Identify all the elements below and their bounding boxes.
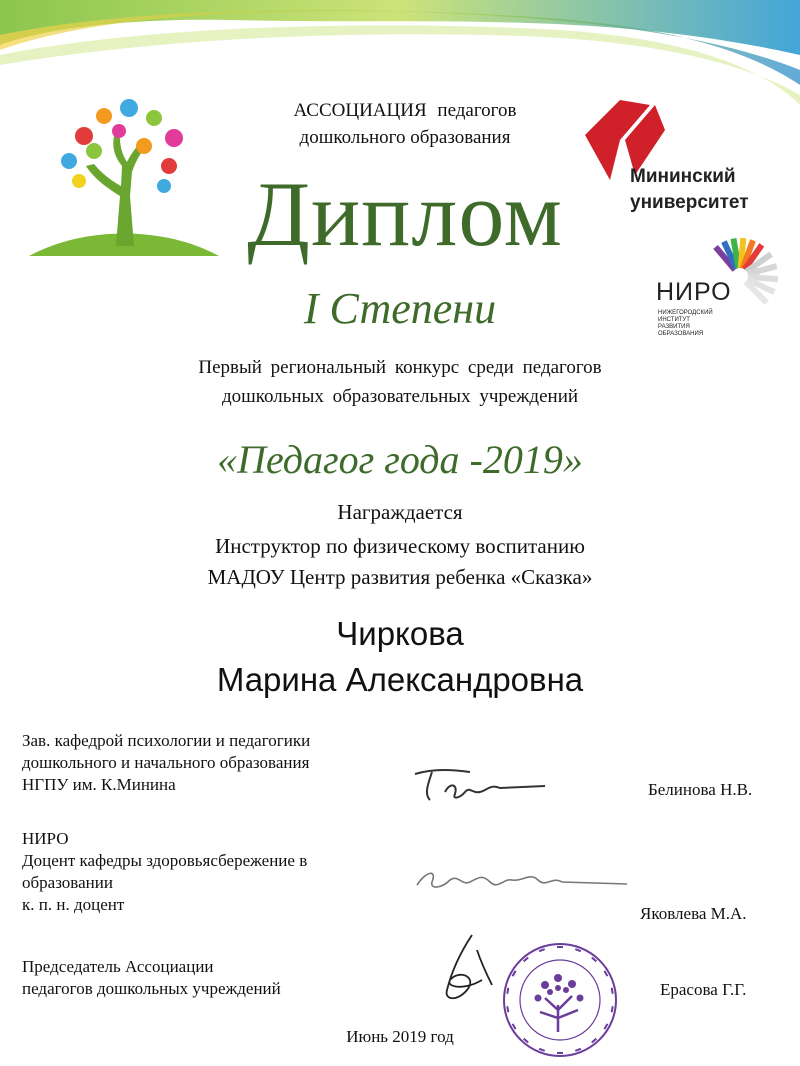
signatory-title-line: Доцент кафедры здоровьясбережение в <box>22 851 308 870</box>
signatory-1-name: Белинова Н.В. <box>648 780 753 799</box>
contest-description-line1: Первый региональный конкурс среди педагогов <box>198 357 602 378</box>
recipient-organization: МАДОУ Центр развития ребенка «Сказка» <box>207 565 593 589</box>
signatory-title-line: Зав. кафедрой психологии и педагогики <box>22 731 311 750</box>
signature-3 <box>432 930 502 1010</box>
contest-name: «Педагог года -2019» <box>217 437 583 482</box>
signatory-title-line: дошкольного и начального образования <box>22 753 310 772</box>
tree-of-hands-logo <box>24 86 224 266</box>
association-seal-stamp <box>500 940 620 1060</box>
diploma-degree: I Степени <box>303 284 497 333</box>
signatory-3-name: Ерасова Г.Г. <box>660 980 747 999</box>
niro-subtitle-line: ОБРАЗОВАНИЯ <box>658 331 704 337</box>
recipient-surname: Чиркова <box>336 615 464 652</box>
diploma-date: Июнь 2019 год <box>346 1027 454 1046</box>
signature-1 <box>410 762 550 812</box>
niro-subtitle-line: ИНСТИТУТ <box>658 317 690 323</box>
association-name-line2: дошкольного образования <box>299 127 511 148</box>
recipient-name-patronymic: Марина Александровна <box>216 661 584 698</box>
niro-logo-subtitle <box>658 310 748 338</box>
signatory-3-title <box>22 956 392 1000</box>
signatory-title-line: НИРО <box>22 829 69 848</box>
signatory-1-title <box>22 730 392 796</box>
association-name-line1: АССОЦИАЦИЯ педагогов <box>293 100 517 121</box>
signatory-2-title <box>22 828 392 916</box>
niro-logo-title: НИРО <box>656 278 732 306</box>
minin-logo-text-line2: университет <box>630 192 749 213</box>
contest-description-line2: дошкольных образовательных учреждений <box>221 386 579 407</box>
signatory-title-line: образовании <box>22 873 113 892</box>
minin-logo-text-line1: Мининский <box>630 166 736 187</box>
signature-2 <box>412 860 632 900</box>
signatory-title-line: к. п. н. доцент <box>22 895 125 914</box>
diploma-title: Диплом <box>247 163 563 265</box>
signatory-title-line: НГПУ им. К.Минина <box>22 775 176 794</box>
signatory-title-line: Председатель Ассоциации <box>22 957 214 976</box>
signatory-title-line: педагогов дошкольных учреждений <box>22 979 281 998</box>
awarded-label: Награждается <box>337 500 463 524</box>
signatory-2-name: Яковлева М.А. <box>640 904 747 923</box>
recipient-position: Инструктор по физическому воспитанию <box>215 534 585 558</box>
niro-subtitle-line: РАЗВИТИЯ <box>658 324 690 330</box>
niro-subtitle-line: НИЖЕГОРОДСКИЙ <box>658 310 713 316</box>
